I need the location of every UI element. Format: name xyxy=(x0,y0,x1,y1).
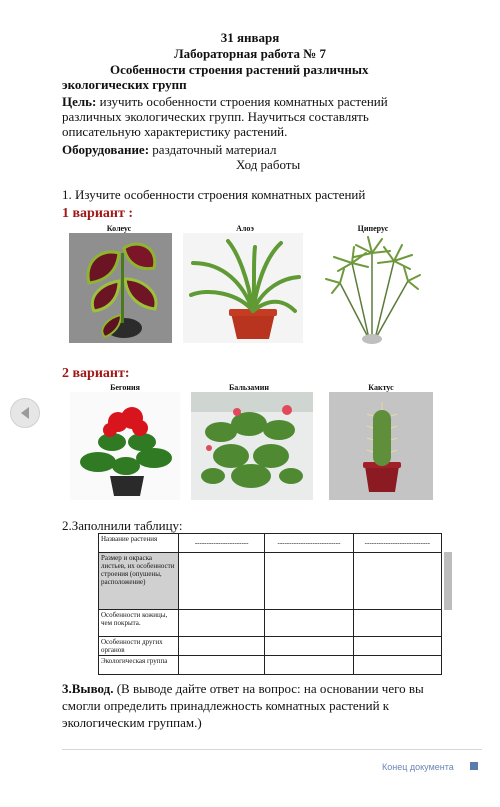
equipment-paragraph xyxy=(62,142,442,157)
footer-divider xyxy=(62,749,482,750)
table-row-label: Размер и окраска листьев, их особенности строения (опушены, расположение) xyxy=(99,553,179,610)
table-dash-cell: ---------------------------- xyxy=(353,534,441,553)
table-dash-cell: ----------------------- xyxy=(179,534,265,553)
conclusion-label: 3.Вывод. xyxy=(62,681,114,696)
goal-text: изучить особенности строения комнатных растений различных экологических групп. Научиться составлять описательную характеристику растений. xyxy=(62,94,388,139)
table-row xyxy=(99,637,442,656)
doc-title: Лабораторная работа № 7 xyxy=(173,46,327,61)
table-row xyxy=(99,553,442,610)
conclusion-text: (В выводе дайте ответ на вопрос: на основании чего вы смогли определить принадлежность комнатных растений к экологическим группам.) xyxy=(62,681,424,730)
table-cell[interactable] xyxy=(265,656,353,675)
table-scrollbar[interactable] xyxy=(444,552,452,610)
table-cell[interactable] xyxy=(353,637,441,656)
goal-paragraph xyxy=(62,94,442,139)
table-row-label: Экологическая группа xyxy=(99,656,179,675)
conclusion-paragraph xyxy=(62,680,462,731)
equipment-label: Оборудование: xyxy=(62,142,150,157)
table-cell[interactable] xyxy=(265,553,353,610)
equipment-text: раздаточный материал xyxy=(149,142,277,157)
caption-aloe: Алоэ xyxy=(236,224,254,233)
table-header-row xyxy=(99,534,442,553)
table-cell[interactable] xyxy=(179,637,265,656)
variant-2-heading: 2 вариант: xyxy=(62,366,130,381)
table-cell[interactable] xyxy=(265,610,353,637)
table-row xyxy=(99,610,442,637)
table-cell[interactable] xyxy=(353,610,441,637)
coleus-photo xyxy=(69,233,172,343)
procedure-heading: Ход работы xyxy=(236,157,301,172)
doc-subtitle: Особенности строения растений различных экологических групп xyxy=(62,62,369,92)
table-cell[interactable] xyxy=(179,610,265,637)
step-1: 1. Изучите особенности строения комнатных растений xyxy=(62,187,366,202)
begonia-photo xyxy=(70,392,180,500)
table-cell[interactable] xyxy=(179,553,265,610)
table-cell[interactable] xyxy=(265,637,353,656)
balsam-photo xyxy=(191,392,313,500)
table-cell[interactable] xyxy=(353,553,441,610)
goal-label: Цель: xyxy=(62,94,97,109)
prev-page-button[interactable] xyxy=(10,398,40,428)
caption-balsam: Бальзамин xyxy=(229,383,269,392)
caption-coleus: Колеус xyxy=(106,224,132,233)
caption-cactus: Кактус xyxy=(368,383,394,392)
table-row xyxy=(99,656,442,675)
end-of-document-link[interactable]: Конец документа xyxy=(382,762,454,772)
table-cell[interactable] xyxy=(353,656,441,675)
plants-table xyxy=(98,533,442,675)
caption-begonia: Бегония xyxy=(110,383,140,392)
step-2: 2.Заполнили таблицу: xyxy=(62,518,183,533)
square-icon xyxy=(470,762,478,770)
caption-cyperus: Циперус xyxy=(357,224,389,233)
table-row-label: Особенности кожицы, чем покрыта. xyxy=(99,610,179,637)
aloe-photo xyxy=(183,233,303,343)
table-dash-cell: --------------------------- xyxy=(265,534,353,553)
chevron-left-icon xyxy=(19,406,31,420)
variant-1-heading: 1 вариант : xyxy=(62,206,134,221)
table-cell[interactable] xyxy=(179,656,265,675)
doc-date: 31 января xyxy=(220,30,280,45)
table-row-label: Особенности других органов xyxy=(99,637,179,656)
cyperus-photo xyxy=(322,233,422,345)
cactus-photo xyxy=(329,392,433,500)
table-header-cell: Название растения xyxy=(99,534,179,553)
